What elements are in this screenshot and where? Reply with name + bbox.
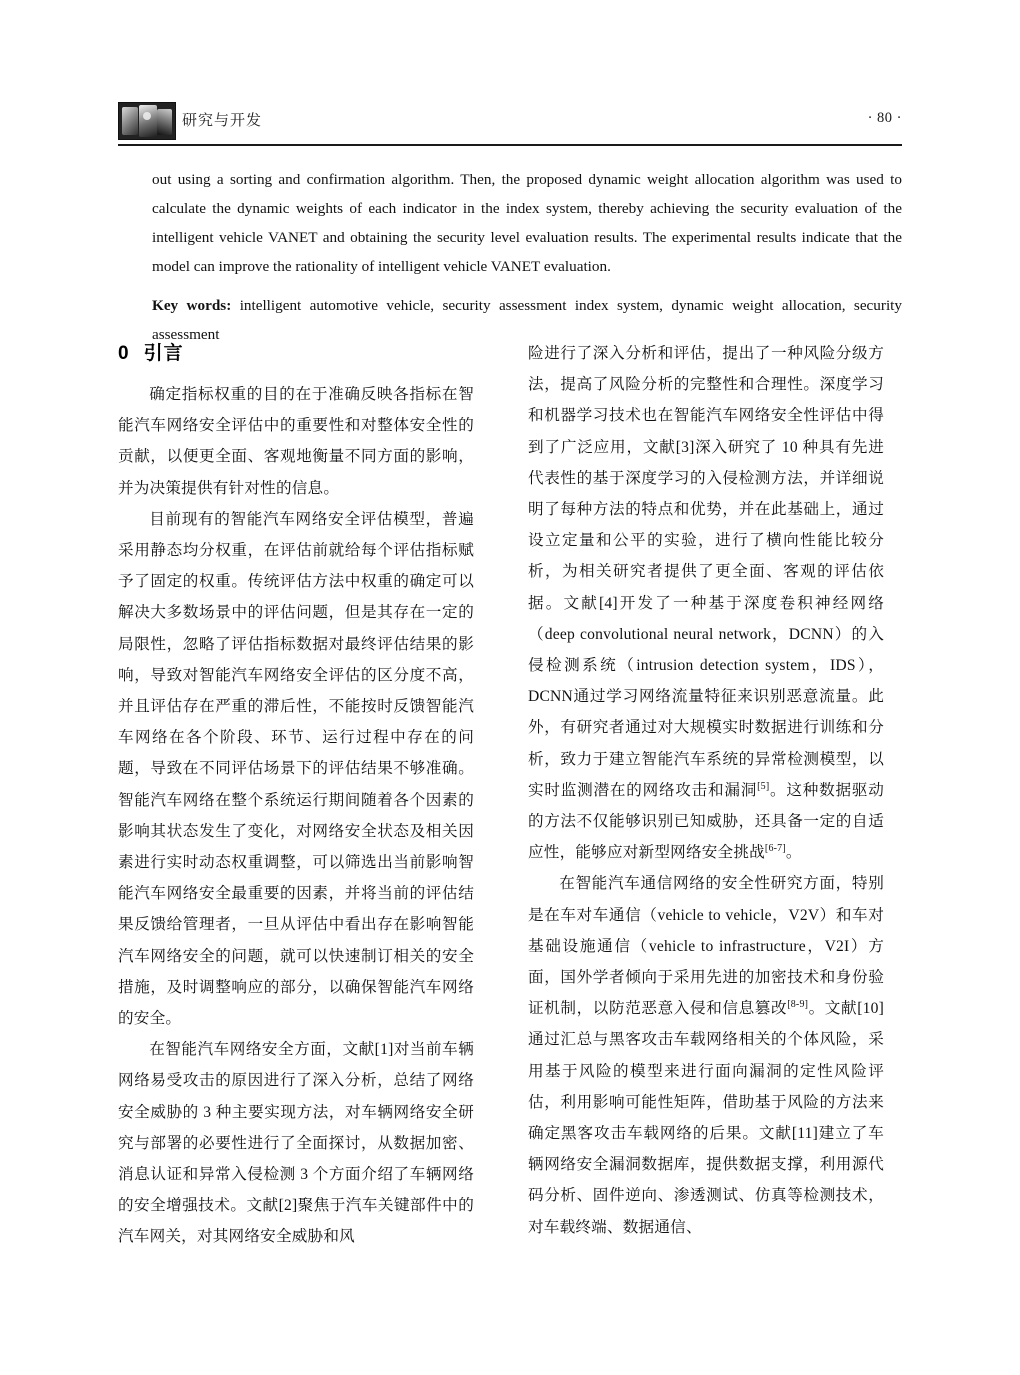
paragraph-text-cont: 。文献[10]通过汇总与黑客攻击车载网络相关的个体风险，采用基于风险的模型来进行面向漏洞的定性风险评估，利用影响可能性矩阵，借助基于风险的方法来确定黑客攻击车载网络的后果。文献[11]建立了车辆网络安全漏洞数据库，提供数据支撑，利用源代码分析、固件逆向、渗透测试、仿真等检测技术，对车载终端、数据通信、	[528, 1000, 884, 1236]
paragraph-text: 险进行了深入分析和评估，提出了一种风险分级方法，提高了风险分析的完整性和合理性。深度学习和机器学习技术也在智能汽车网络安全性评估中得到了广泛应用，文献[3]深入研究了 10 种具有先进代表性的基于深度学习的入侵检测方法，并详细说明了每种方法的特点和优势，并在此基础上，通过设立定量和公平的实验，进行了横向性能比较分析，为相关研究者提供了更全面、客观的评估依据。文献[4]开发了一种基于深度卷积神经网络（deep convolutional neural network，DCNN）的入侵检测系统（intrusion detection system，IDS），DCNN通过学习网络流量特征来识别恶意流量。此外，有研究者通过对大规模实时数据进行训练和分析，致力于建立智能汽车系统的异常检测模型，以实时监测潜在的网络攻击和漏洞	[528, 345, 884, 799]
page-header	[118, 100, 902, 146]
reference-marker: [6-7]	[764, 843, 786, 855]
reference-marker: [5]	[757, 780, 770, 792]
keywords-label: Key words:	[152, 297, 232, 314]
keywords-value: intelligent automotive vehicle, security assessment index system, dynamic weight allocation, security assessment	[152, 297, 902, 343]
paragraph: 在智能汽车网络安全方面，文献[1]对当前车辆网络易受攻击的原因进行了深入分析，总结了网络安全威胁的 3 种主要实现方法，对车辆网络安全研究与部署的必要性进行了全面探讨，从数据加密、消息认证和异常入侵检测 3 个方面介绍了车辆网络的安全增强技术。文献[2]聚焦于汽车关键部件中的汽车网关，对其网络安全威胁和风	[118, 1041, 474, 1246]
paragraph	[528, 868, 884, 1242]
header-section-label: 研究与开发	[182, 112, 263, 129]
left-column	[118, 338, 474, 1253]
paragraph-text-cont: 。这种数据驱动的方法不仅能够识别已知威胁，还具备一定的自适应性，能够应对新型网络安全挑战	[528, 781, 884, 862]
journal-logo-icon	[118, 102, 176, 140]
right-column	[528, 338, 884, 1243]
paragraph-text-end: 。	[785, 844, 802, 862]
section-title: 引言	[143, 343, 184, 364]
section-heading	[118, 338, 474, 365]
abstract-block	[152, 165, 902, 352]
paragraph	[528, 338, 884, 868]
page-number: · 80 ·	[867, 110, 902, 126]
paragraph-text: 在智能汽车通信网络的安全性研究方面，特别是在车对车通信（vehicle to vehicle，V2V）和车对基础设施通信（vehicle to infrastructure，V2I）方面，国外学者倾向于采用先进的加密技术和身份验证机制，以防范恶意入侵和信息篡改	[528, 875, 884, 1018]
paragraph: 目前现有的智能汽车网络安全评估模型，普遍采用静态均分权重，在评估前就给每个评估指标赋予了固定的权重。传统评估方法中权重的确定可以解决大多数场景中的评估问题，但是其存在一定的局限性，忽略了评估指标数据对最终评估结果的影响，导致对智能汽车网络安全评估的区分度不高，并且评估存在严重的滞后性，不能按时反馈智能汽车网络在各个阶段、环节、运行过程中存在的问题，导致在不同评估场景下的评估结果不够准确。智能汽车网络在整个系统运行期间随着各个因素的影响其状态发生了变化，对网络安全状态及相关因素进行实时动态权重调整，可以筛选出当前影响智能汽车网络安全最重要的因素，并将当前的评估结果反馈给管理者，一旦从评估中看出存在影响智能汽车网络安全的问题，就可以快速制订相关的安全措施，及时调整响应的部分，以确保智能汽车网络的安全。	[118, 510, 474, 1028]
abstract-paragraph: out using a sorting and confirmation algorithm. Then, the proposed dynamic weight allocation algorithm was used to calculate the dynamic weights of each indicator in the index system, thereby achieving the security evaluation of the intelligent vehicle VANET and obtaining the security level evaluation results. The experimental results indicate that the model can improve the rationality of intelligent vehicle VANET evaluation.	[152, 171, 902, 275]
section-number: 0	[118, 343, 130, 364]
reference-marker: [8-9]	[787, 999, 809, 1011]
header-divider	[118, 144, 902, 146]
paragraph: 确定指标权重的目的在于准确反映各指标在智能汽车网络安全评估中的重要性和对整体安全性的贡献，以便更全面、客观地衡量不同方面的影响，并为决策提供有针对性的信息。	[118, 386, 474, 497]
